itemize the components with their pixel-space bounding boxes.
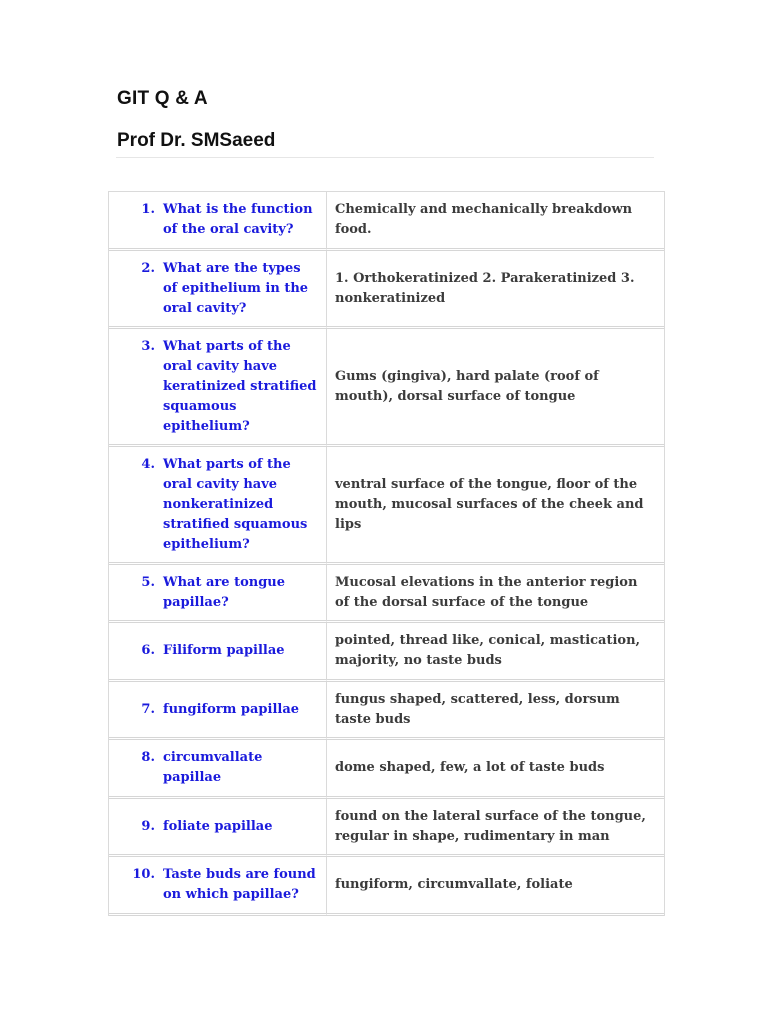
question-number: 3. bbox=[141, 338, 155, 354]
question-number: 10. bbox=[132, 867, 155, 882]
header-divider bbox=[116, 157, 654, 158]
question-text: What parts of the oral cavity have nonkeratinized stratified squamous epithelium? bbox=[163, 456, 308, 552]
question-cell bbox=[109, 565, 327, 623]
question-number: 5. bbox=[141, 574, 155, 590]
qa-row bbox=[109, 682, 664, 740]
question-number: 9. bbox=[141, 818, 155, 834]
question-text: What parts of the oral cavity have keratinized stratified squamous epithelium? bbox=[163, 338, 317, 434]
question-number: 7. bbox=[141, 701, 155, 717]
document-title: GIT Q & A bbox=[117, 88, 208, 109]
question-cell bbox=[109, 799, 327, 857]
qa-row bbox=[109, 251, 664, 329]
answer-cell: fungus shaped, scattered, less, dorsum taste buds bbox=[327, 682, 664, 740]
question-cell bbox=[109, 447, 327, 565]
qa-row bbox=[109, 740, 664, 799]
question-text: What are tongue papillae? bbox=[163, 574, 286, 610]
qa-row bbox=[109, 565, 664, 623]
question-text: Filiform papillae bbox=[163, 643, 285, 658]
question-cell bbox=[109, 857, 327, 916]
question-cell bbox=[109, 623, 327, 682]
answer-cell: Gums (gingiva), hard palate (roof of mouth), dorsal surface of tongue bbox=[327, 329, 664, 447]
qa-table bbox=[108, 191, 665, 916]
answer-cell: dome shaped, few, a lot of taste buds bbox=[327, 740, 664, 799]
answer-cell: found on the lateral surface of the tongue, regular in shape, rudimentary in man bbox=[327, 799, 664, 857]
question-number: 6. bbox=[141, 643, 155, 658]
question-cell bbox=[109, 329, 327, 447]
question-text: What is the function of the oral cavity? bbox=[163, 202, 313, 237]
qa-row bbox=[109, 447, 664, 565]
question-number: 8. bbox=[141, 750, 155, 765]
qa-row bbox=[109, 192, 664, 251]
question-text: What are the types of epithelium in the oral cavity? bbox=[163, 260, 309, 316]
question-number: 2. bbox=[141, 260, 155, 276]
answer-cell: Chemically and mechanically breakdown food. bbox=[327, 192, 664, 251]
answer-cell: ventral surface of the tongue, floor of the mouth, mucosal surfaces of the cheek and lips bbox=[327, 447, 664, 565]
question-text: circumvallate papillae bbox=[163, 750, 263, 785]
qa-row bbox=[109, 799, 664, 857]
question-cell bbox=[109, 740, 327, 799]
qa-row bbox=[109, 857, 664, 916]
answer-cell: 1. Orthokeratinized 2. Parakeratinized 3. nonkeratinized bbox=[327, 251, 664, 329]
question-number: 1. bbox=[141, 202, 155, 217]
question-text: Taste buds are found on which papillae? bbox=[163, 867, 316, 902]
question-number: 4. bbox=[141, 456, 155, 472]
answer-cell: fungiform, circumvallate, foliate bbox=[327, 857, 664, 916]
qa-row bbox=[109, 623, 664, 682]
qa-row bbox=[109, 329, 664, 447]
question-text: fungiform papillae bbox=[163, 701, 300, 717]
document-author: Prof Dr. SMSaeed bbox=[117, 130, 276, 151]
answer-cell: pointed, thread like, conical, mastication, majority, no taste buds bbox=[327, 623, 664, 682]
question-text: foliate papillae bbox=[163, 818, 273, 834]
answer-cell: Mucosal elevations in the anterior region of the dorsal surface of the tongue bbox=[327, 565, 664, 623]
question-cell bbox=[109, 192, 327, 251]
question-cell bbox=[109, 682, 327, 740]
question-cell bbox=[109, 251, 327, 329]
